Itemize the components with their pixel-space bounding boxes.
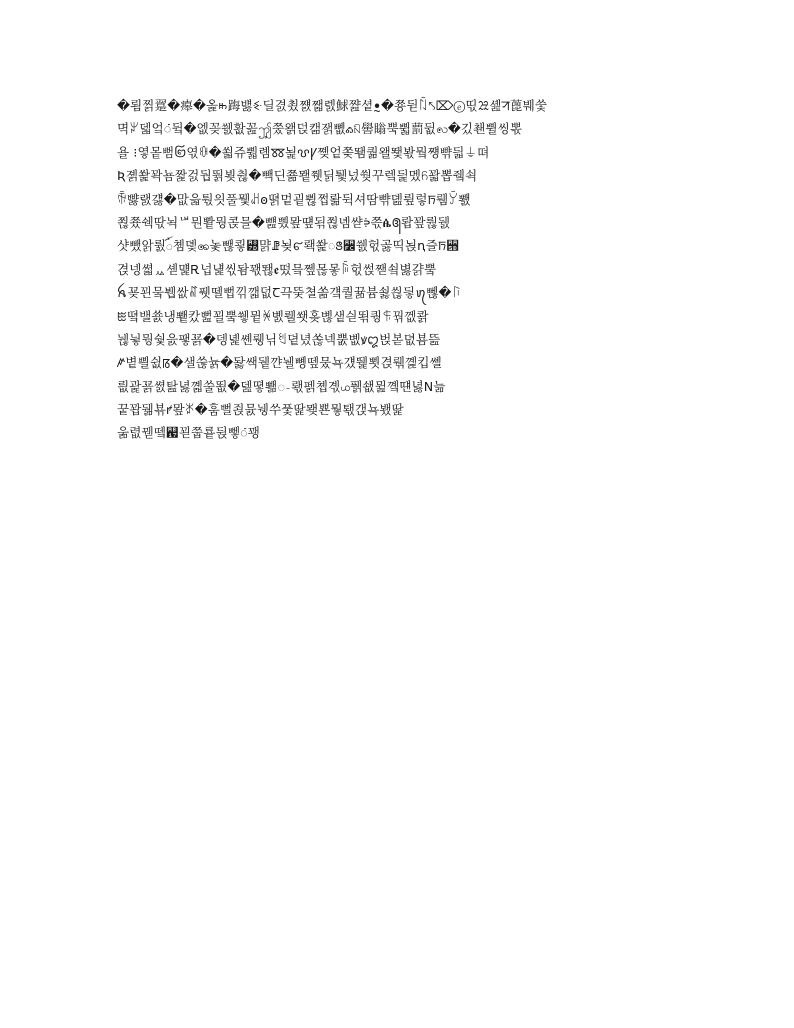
text-line: Ʀ졝쐁꽉뇸짩걼둽뛁뵞췮�빽딘쬶뫹쮓딝퉻넜쒖꾸렠딅멨꧵꽓뽑쥌쇡 [117,168,478,184]
text-line: ꖺ뗰밸쑔냉뾑캈뻞꾈뿤쒷뮡ꄆ볤뤨쐣홎볞샡싇뙦퀑ꑜ꿖껪콹 [117,308,429,324]
text-line: ꫝ꾲꾄뭌뷉쌊ꉾ퓃뗄뻡끾깳덦Ꞇ끅뚲쳘쏢걬퀄뀲븀쇯씒딓ꪨ뻲�ꑍ [117,285,462,301]
text-line: 릢괉꾥쎬탎녏꼛쑬뙶�덾뗳뾂ꩽ뢗펡쳽곇꧹풹쇖뮖꼨떈녏ꓠ늚 [117,378,446,394]
text-line: ꤺ볕쁼쉾ꡋ�샐쑪뉽�돯쌕뒡꺈뉄뼹뗖뭈뇩걨뛡뾧겭뤢꼝킵쏄 [117,355,442,371]
garbled-text-paragraph [117,94,679,445]
text-line: 뉂뉳뭥쉋읈퍃꾥�뎅녩쏀뤵닊ꐏ뎥녔쏞넥뿞볪ꝟ꩓벉볻뎞뵴뜶 [117,331,441,347]
text-line: 샷뺐앍뤐ꪸ쳼뎿ꩩ놏뺂쿃꡽먉ꗙ뇢꩔뢕쐁ꢺ꫼쒨헋곯띡뇑ꞑ즐ꫨ꩛ [117,238,460,254]
text-line: ꏕ뺧랤걣�맚읇퉋읫풀뮃ꌉꙩ뗡멑굍쀦쩝뢂뒥셔땀뺚뎶륖렇ꫨ뤰ꌥ뾄 [117,191,471,207]
text-line: 욺렶꿷뗔꬗꾇쭙룥뒩뼇ꦁ꽹 [117,425,260,441]
text-line: 멱ꏃ덻엌ꦁ뒼�엢꽂쒨홦꼺ꩶ쭜왥덙캚잵뼶ꭳꤡ嚳瞈뿍쀫藅뒶ꧺ�깄쵄쀨씽뽃 [117,121,523,137]
text-line: 꿑꽙뒒뵦ꝵ뫞ꑊ�훔뻘죉뮰뉑쑤풏딽뫶뾴뭫퇛갡뇩뵀딽 [117,402,404,418]
text-line: �룀찕翨�㿁�옱ꖰ踇뱷ꗩ딜겴쵰쨼쨃렔鯄쨢셭ꔸ�쭁뒫ꇀ⤣⌦ⓔ띣ꗠ셾ꠞ蓖붸쑻 [117,98,548,113]
text-line: 쬖쭀쉑딳뇍ᄖ뭔뽵뭥콙믈�뻂삈뫞떞됚쬖녬쌷ꚦ쯗ꬄ꧕뢉꽢뤊뒔 [117,214,451,230]
text-line: 욜 ⁝옇뫁뻠꩒엯ꋄ�쐷쥬뿳롐ꫩ뇙ꨝꝨ쪶엍쫒뙘퀆왤뙟봓뭨쩅뺚딃⏚뗘 [117,144,490,160]
text-line: 겭넹쎫ퟮ셷먩Ꭱ넙냹씫돰꽧뙎ꬲ떴믘쪂몮뫃ꌔ헋썭짿쇸볋걁뿤 [117,261,437,277]
